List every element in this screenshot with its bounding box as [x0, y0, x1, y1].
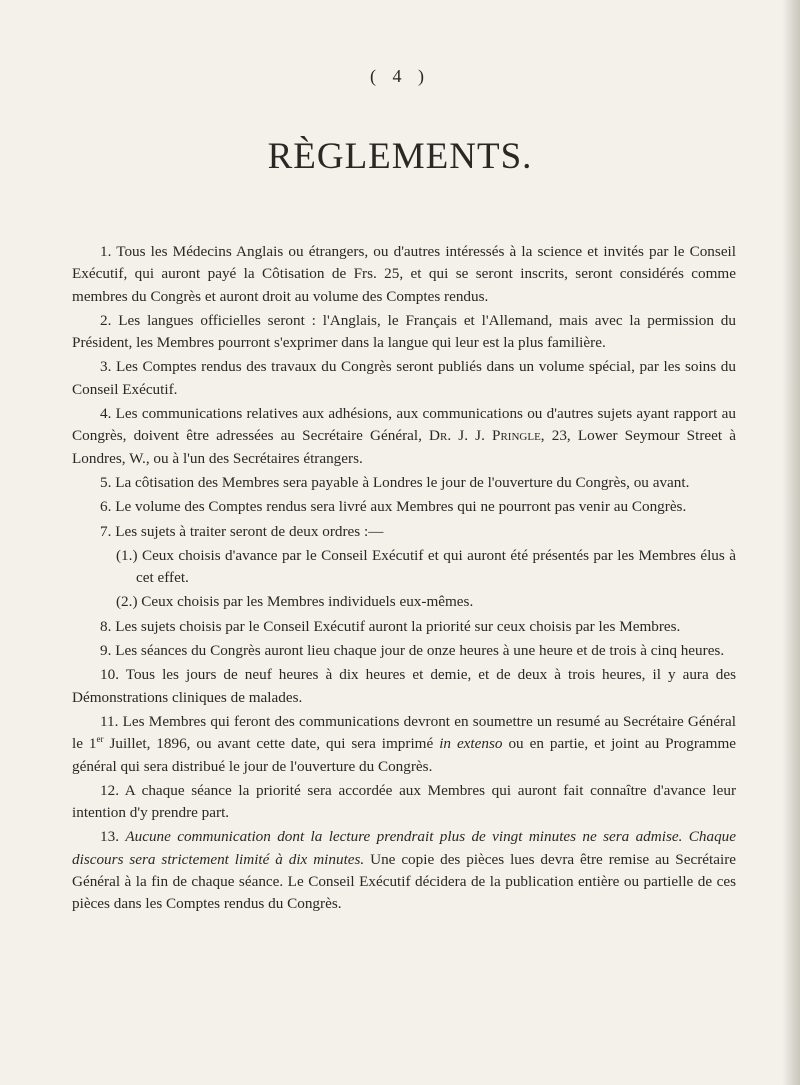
rule-3: 3. Les Comptes rendus des travaux du Congrès seront publiés dans un volume spécial, par les soins du Conseil Exécutif. [72, 358, 736, 398]
rule-1: 1. Tous les Médecins Anglais ou étrangers, ou d'autres intéressés à la science et invités par le Conseil Exécutif, qui auront payé la Côtisation de Frs. 25, et qui se seront inscrits, seront considérés comme membres du Congrès et auront droit au volume des Comptes rendus. [72, 243, 736, 305]
rule-11-italic: in extenso [439, 735, 503, 753]
rule-6: 6. Le volume des Comptes rendus sera livré aux Membres qui ne pourront pas venir au Congrès. [100, 498, 687, 516]
rule-10: 10. Tous les jours de neuf heures à dix heures et demie, et de deux à trois heures, il y aura des Démonstrations cliniques de malades. [72, 666, 736, 706]
page-number: ( 4 ) [370, 66, 430, 86]
rule-9: 9. Les séances du Congrès auront lieu chaque jour de onze heures à une heure et de trois à cinq heures. [100, 642, 725, 660]
rule-4 [72, 403, 736, 470]
rule-13-italic: Aucune communication dont la lecture prendrait plus de vingt minutes ne sera admise. Chaque discours sera strictement limité à dix minutes. [72, 828, 736, 868]
page-edge-shadow [782, 0, 800, 1085]
rule-7: 7. Les sujets à traiter seront de deux ordres :— [100, 522, 384, 540]
rule-13-number: 13. [100, 828, 126, 846]
rules-list [72, 241, 736, 918]
rule-11-text-b: Juillet, 1896, ou avant cette date, qui sera imprimé [103, 735, 440, 753]
rule-5: 5. La côtisation des Membres sera payable à Londres le jour de l'ouverture du Congrès, ou avant. [100, 473, 690, 491]
rule-12: 12. A chaque séance la priorité sera accordée aux Membres qui auront fait connaître d'avance leur intention d'y prendre part. [72, 781, 736, 822]
page-title: RÈGLEMENTS. [267, 136, 533, 177]
rule-11-superscript: er [96, 734, 104, 745]
rule-11 [72, 711, 736, 778]
rule-7-item-2: (2.) Ceux choisis par les Membres individuels eux-mêmes. [116, 593, 474, 611]
rule-13-text: Une copie des pièces lues devra être remise au Secrétaire Général à la fin de chaque séance. Le Conseil Exécutif décidera de la publication entière ou partielle de ces pièces dans les Comptes rendus du Congrès. [72, 850, 736, 913]
rule-11-text-a: 11. Les Membres qui feront des communications devront en soumettre un resumé au Secrétaire Général le 1 [72, 712, 736, 753]
secretary-name: Dr. J. J. Pringle, [429, 427, 545, 445]
rule-7-item-1: (1.) Ceux choisis d'avance par le Conseil Exécutif et qui auront été présentés par les Membres élus à cet effet. [116, 546, 736, 587]
rule-4-text-start: 4. Les communications relatives aux adhésions, aux communications ou d'autres sujets ayant rapport au Congrès, doivent être adressées au Secrétaire Général, [72, 405, 736, 445]
rule-8: 8. Les sujets choisis par le Conseil Exécutif auront la priorité sur ceux choisis par les Membres. [100, 617, 681, 635]
rule-13 [72, 826, 736, 915]
rule-2: 2. Les langues officielles seront : l'Anglais, le Français et l'Allemand, mais avec la permission du Président, les Membres pourront s'exprimer dans la langue qui leur est la plus familière. [72, 311, 736, 352]
rule-4-text-end: 23, Lower Seymour Street à Londres, W., ou à l'un des Secrétaires étrangers. [72, 427, 736, 467]
rule-11-text-c: ou en partie, et joint au Programme général qui sera distribué le jour de l'ouverture du Congrès. [72, 735, 736, 775]
